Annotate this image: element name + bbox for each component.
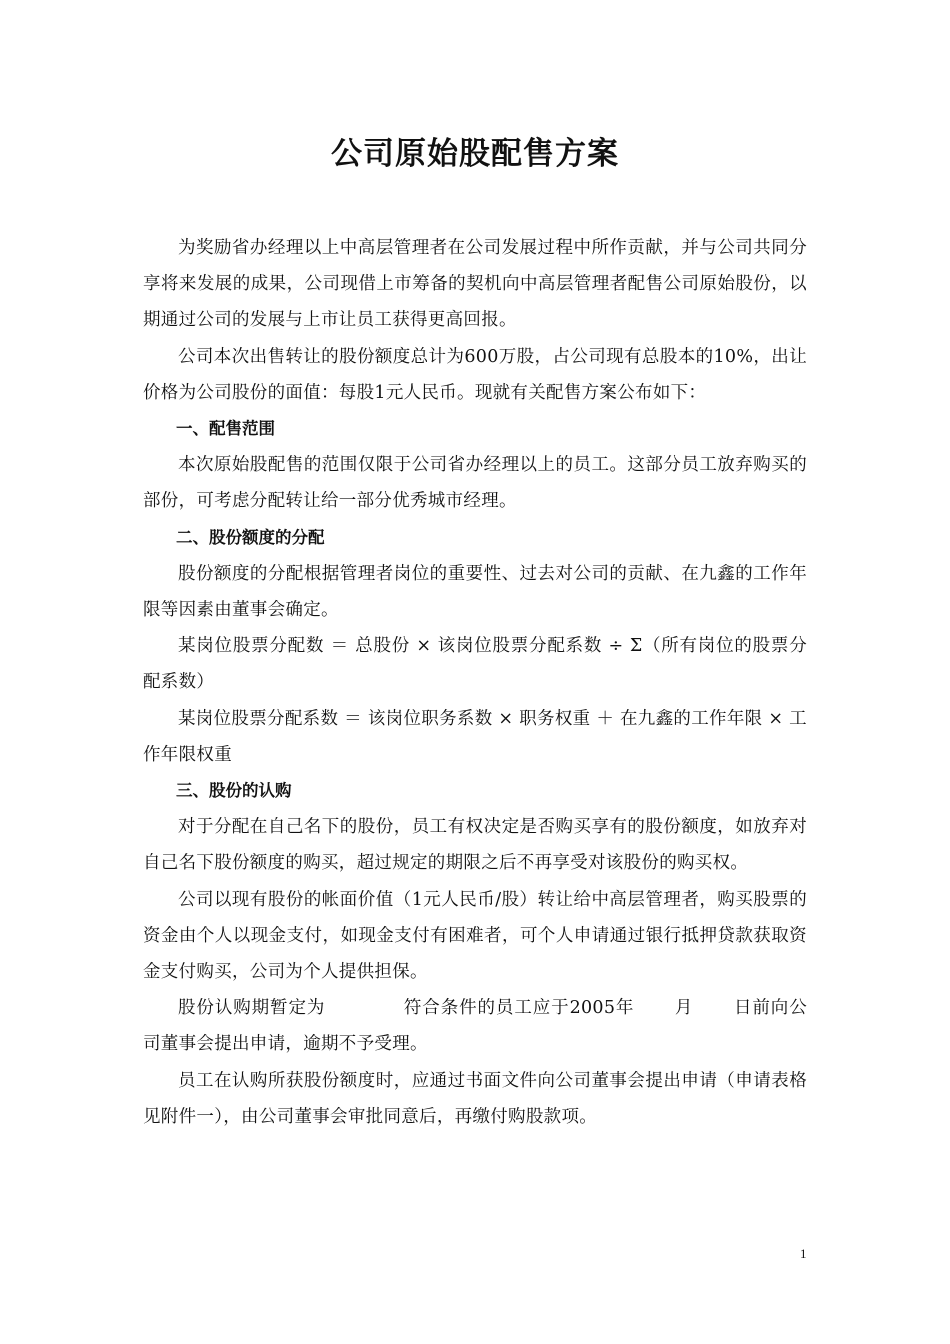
subscription-period-label: 股份认购期暂定为 — [178, 998, 326, 1019]
coefficient-formula: 某岗位股票分配系数 ＝ 该岗位职务系数 × 职务权重 ＋ 在九鑫的工作年限 × 工作年限权重 — [143, 708, 807, 765]
section-3-body-4: 员工在认购所获股份额度时，应通过书面文件向公司董事会提出申请（申请表格见附件一），由公司董事会审批同意后，再缴付购股款项。 — [143, 1070, 807, 1127]
section-3-body-1: 对于分配在自己名下的股份，员工有权决定是否购买享有的股份额度，如放弃对自己名下股份额度的购买，超过规定的期限之后不再享受对该股份的购买权。 — [143, 817, 807, 874]
document-body — [143, 230, 807, 1135]
allocation-formula: 某岗位股票分配数 ＝ 总股份 × 该岗位股票分配系数 ÷ Σ（所有岗位的股票分配系数） — [143, 636, 807, 693]
section-1-body: 本次原始股配售的范围仅限于公司省办经理以上的员工。这部分员工放弃购买的部份，可考虑分配转让给一部分优秀城市经理。 — [143, 455, 807, 512]
document-title: 公司原始股配售方案 — [331, 136, 619, 172]
section-3-body-3 — [143, 990, 807, 1062]
intro-paragraph-2: 公司本次出售转让的股份额度总计为600万股，占公司现有总股本的10%，出让价格为公司股份的面值：每股1元人民币。现就有关配售方案公布如下： — [143, 346, 807, 403]
page-number: 1 — [800, 1246, 807, 1261]
section-3-body-2: 公司以现有股份的帐面价值（1元人民币/股）转让给中高层管理者，购买股票的资金由个人以现金支付，如现金支付有困难者，可个人申请通过银行抵押贷款获取资金支付购买，公司为个人提供担保。 — [143, 889, 807, 983]
deadline-tail-text: 日前向公司董事会提出申请，逾期不予受理。 — [143, 998, 807, 1055]
intro-paragraph-1: 为奖励省办经理以上中高层管理者在公司发展过程中所作贡献，并与公司共同分享将来发展的成果，公司现借上市筹备的契机向中高层管理者配售公司原始股份，以期通过公司的发展与上市让员工获得更高回报。 — [143, 238, 807, 331]
section-2-heading: 二、股份额度的分配 — [176, 527, 325, 547]
section-1-heading: 一、配售范围 — [176, 419, 275, 439]
deadline-year-text: 符合条件的员工应于2005年 — [403, 998, 635, 1019]
section-3-heading: 三、股份的认购 — [176, 781, 292, 801]
section-2-body: 股份额度的分配根据管理者岗位的重要性、过去对公司的贡献、在九鑫的工作年限等因素由董事会确定。 — [143, 563, 807, 621]
month-text: 月 — [674, 998, 694, 1019]
